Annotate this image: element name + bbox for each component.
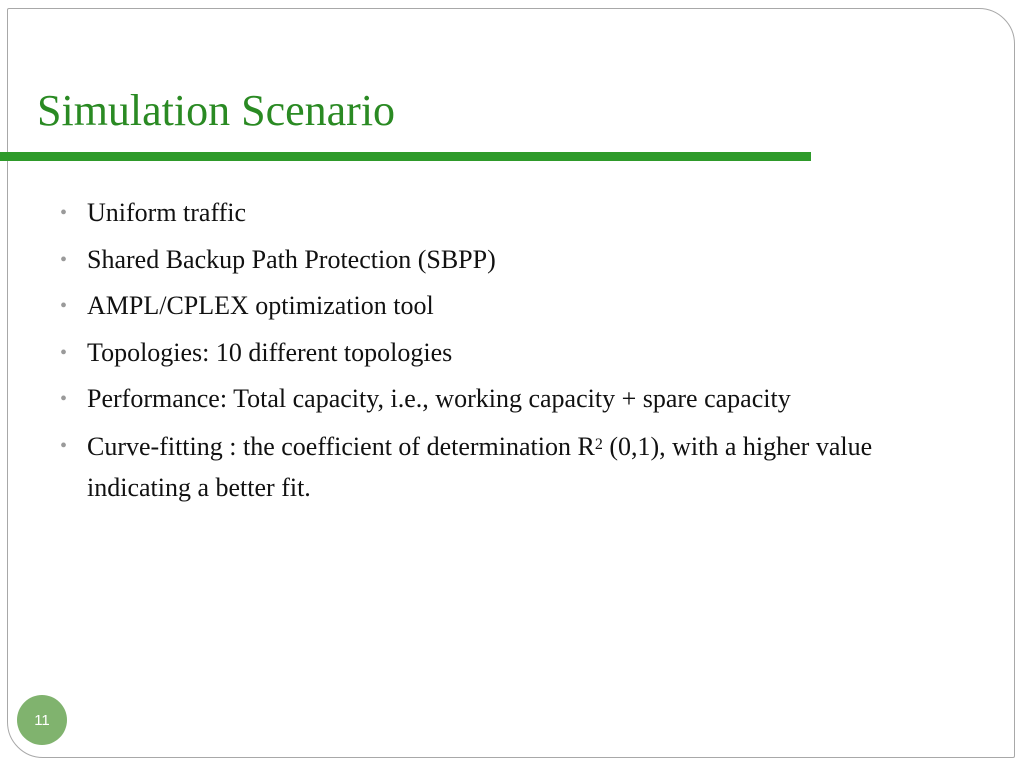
bullet-icon: •: [60, 388, 68, 410]
bullet-item: [60, 379, 960, 419]
bullet-text-part: (0,1), with a higher value indicating a better fit.: [87, 431, 873, 502]
bullet-text: Topologies: 10 different topologies: [87, 337, 453, 367]
bullet-icon: •: [60, 202, 68, 224]
bullet-icon: •: [60, 341, 68, 364]
bullet-text: Shared Backup Path Protection (SBPP): [87, 244, 496, 274]
bullet-text-part: Curve-fitting : the coefficient of determination R: [87, 431, 595, 461]
bullet-icon: •: [60, 295, 68, 317]
bullet-item: [60, 333, 960, 373]
bullet-item: [60, 426, 960, 508]
bullet-item: [60, 286, 960, 326]
bullet-list: [60, 193, 960, 514]
page-number-badge: [17, 695, 67, 745]
slide-title: Simulation Scenario: [37, 86, 396, 135]
bullet-text: Performance: Total capacity, i.e., working capacity + spare capacity: [87, 384, 791, 413]
superscript: 2: [594, 435, 603, 453]
bullet-icon: •: [60, 248, 68, 271]
bullet-item: [60, 193, 960, 233]
bullet-text: Uniform traffic: [87, 198, 247, 227]
title-underline: [0, 152, 811, 161]
page-number: 11: [34, 711, 50, 729]
bullet-icon: •: [60, 434, 68, 457]
bullet-text: AMPL/CPLEX optimization tool: [87, 291, 434, 320]
bullet-item: [60, 240, 960, 280]
